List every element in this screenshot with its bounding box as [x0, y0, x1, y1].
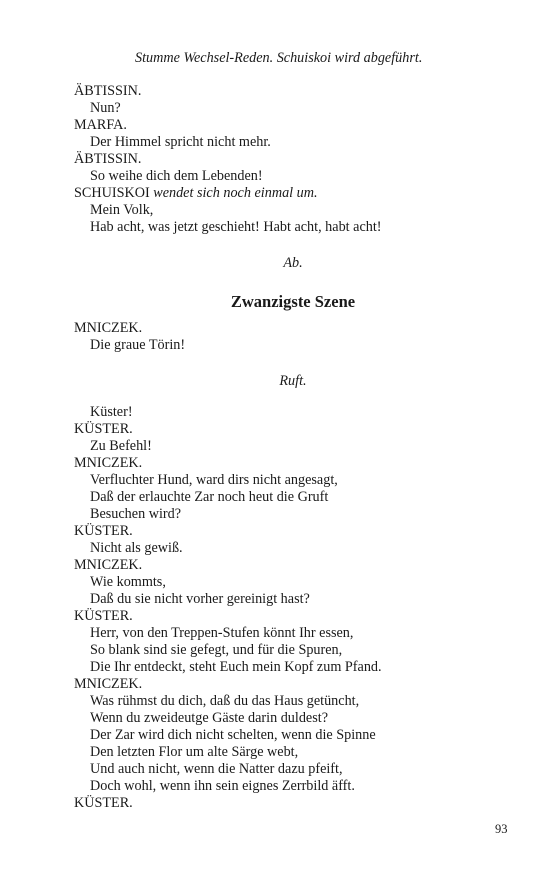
- verse-text: So weihe dich dem Lebenden!: [90, 168, 263, 184]
- speaker-label: MNICZEK.: [74, 557, 143, 573]
- verse-text: Hab acht, was jetzt geschieht! Habt acht, habt acht!: [90, 219, 382, 235]
- speaker-label: MARFA.: [74, 117, 127, 133]
- speaker-name: [74, 676, 494, 693]
- verse-text: Zu Befehl!: [90, 438, 152, 454]
- dialogue-block-3: [74, 404, 494, 812]
- verse-line: [74, 574, 494, 591]
- verse-text: Nicht als gewiß.: [90, 540, 183, 556]
- verse-line: [74, 778, 494, 795]
- speaker-name: [74, 185, 494, 202]
- verse-line: [74, 625, 494, 642]
- verse-line: [74, 710, 494, 727]
- speaker-label: ÄBTISSIN.: [74, 151, 142, 167]
- speaker-label: KÜSTER.: [74, 421, 133, 437]
- speaker-name: [74, 557, 494, 574]
- speaker-label: KÜSTER.: [74, 795, 133, 811]
- verse-text: Den letzten Flor um alte Särge webt,: [90, 744, 299, 760]
- verse-line: [74, 472, 494, 489]
- verse-text: Der Zar wird dich nicht schelten, wenn die Spinne: [90, 727, 376, 743]
- verse-text: So blank sind sie gefegt, und für die Spuren,: [90, 642, 343, 658]
- speaker-label: SCHUISKOI: [74, 185, 150, 201]
- speaker-label: MNICZEK.: [74, 320, 143, 336]
- verse-line: [74, 100, 494, 117]
- speaker-name: [74, 151, 494, 168]
- dialogue-block-2: [74, 320, 494, 354]
- verse-text: Mein Volk,: [90, 202, 154, 218]
- verse-line: [74, 744, 494, 761]
- verse-line: [74, 202, 494, 219]
- speaker-name: [74, 608, 494, 625]
- speaker-name: [74, 455, 494, 472]
- verse-text: Küster!: [90, 404, 133, 420]
- verse-line: [74, 540, 494, 557]
- verse-line: [74, 591, 494, 608]
- speaker-name: [74, 421, 494, 438]
- scene-title: Zwanzigste Szene: [230, 292, 356, 311]
- verse-line: [74, 693, 494, 710]
- speaker-name: [74, 117, 494, 134]
- verse-line: [74, 659, 494, 676]
- verse-line: [74, 168, 494, 185]
- speaker-name: [74, 523, 494, 540]
- verse-text: Daß der erlauchte Zar noch heut die Gruft: [90, 489, 329, 505]
- verse-text: Die Ihr entdeckt, steht Euch mein Kopf zum Pfand.: [90, 659, 382, 675]
- verse-line: [74, 134, 494, 151]
- verse-line: [74, 219, 494, 236]
- speaker-name: [74, 83, 494, 100]
- verse-line: [74, 506, 494, 523]
- verse-line: [74, 438, 494, 455]
- verse-text: Doch wohl, wenn ihn sein eignes Zerrbild äfft.: [90, 778, 355, 794]
- speaker-label: ÄBTISSIN.: [74, 83, 142, 99]
- page-number: 93: [495, 822, 508, 836]
- verse-text: Daß du sie nicht vorher gereinigt hast?: [90, 591, 310, 607]
- stage-direction-calls: Ruft.: [279, 373, 307, 389]
- speaker-label: KÜSTER.: [74, 608, 133, 624]
- verse-text: Verfluchter Hund, ward dirs nicht angesagt,: [90, 472, 338, 488]
- verse-line: [74, 761, 494, 778]
- verse-text: Der Himmel spricht nicht mehr.: [90, 134, 271, 150]
- stage-direction-exit: Ab.: [283, 255, 303, 271]
- verse-line: [74, 404, 494, 421]
- inline-stage-direction: wendet sich noch einmal um.: [153, 185, 318, 201]
- stage-direction-top: Stumme Wechsel-Reden. Schuiskoi wird abgeführt.: [135, 50, 423, 66]
- speaker-label: MNICZEK.: [74, 455, 143, 471]
- verse-text: Die graue Törin!: [90, 337, 186, 353]
- dialogue-block-1: [74, 83, 494, 236]
- speaker-label: KÜSTER.: [74, 523, 133, 539]
- verse-text: Was rühmst du dich, daß du das Haus getüncht,: [90, 693, 360, 709]
- speaker-name: [74, 320, 494, 337]
- verse-line: [74, 642, 494, 659]
- verse-text: Wenn du zweideutge Gäste darin duldest?: [90, 710, 328, 726]
- verse-text: Wie kommts,: [90, 574, 166, 590]
- verse-line: [74, 337, 494, 354]
- verse-text: Besuchen wird?: [90, 506, 182, 522]
- verse-text: Und auch nicht, wenn die Natter dazu pfeift,: [90, 761, 343, 777]
- verse-text: Herr, von den Treppen-Stufen könnt Ihr essen,: [90, 625, 354, 641]
- verse-text: Nun?: [90, 100, 121, 116]
- speaker-label: MNICZEK.: [74, 676, 143, 692]
- verse-line: [74, 727, 494, 744]
- speaker-name: [74, 795, 494, 812]
- verse-line: [74, 489, 494, 506]
